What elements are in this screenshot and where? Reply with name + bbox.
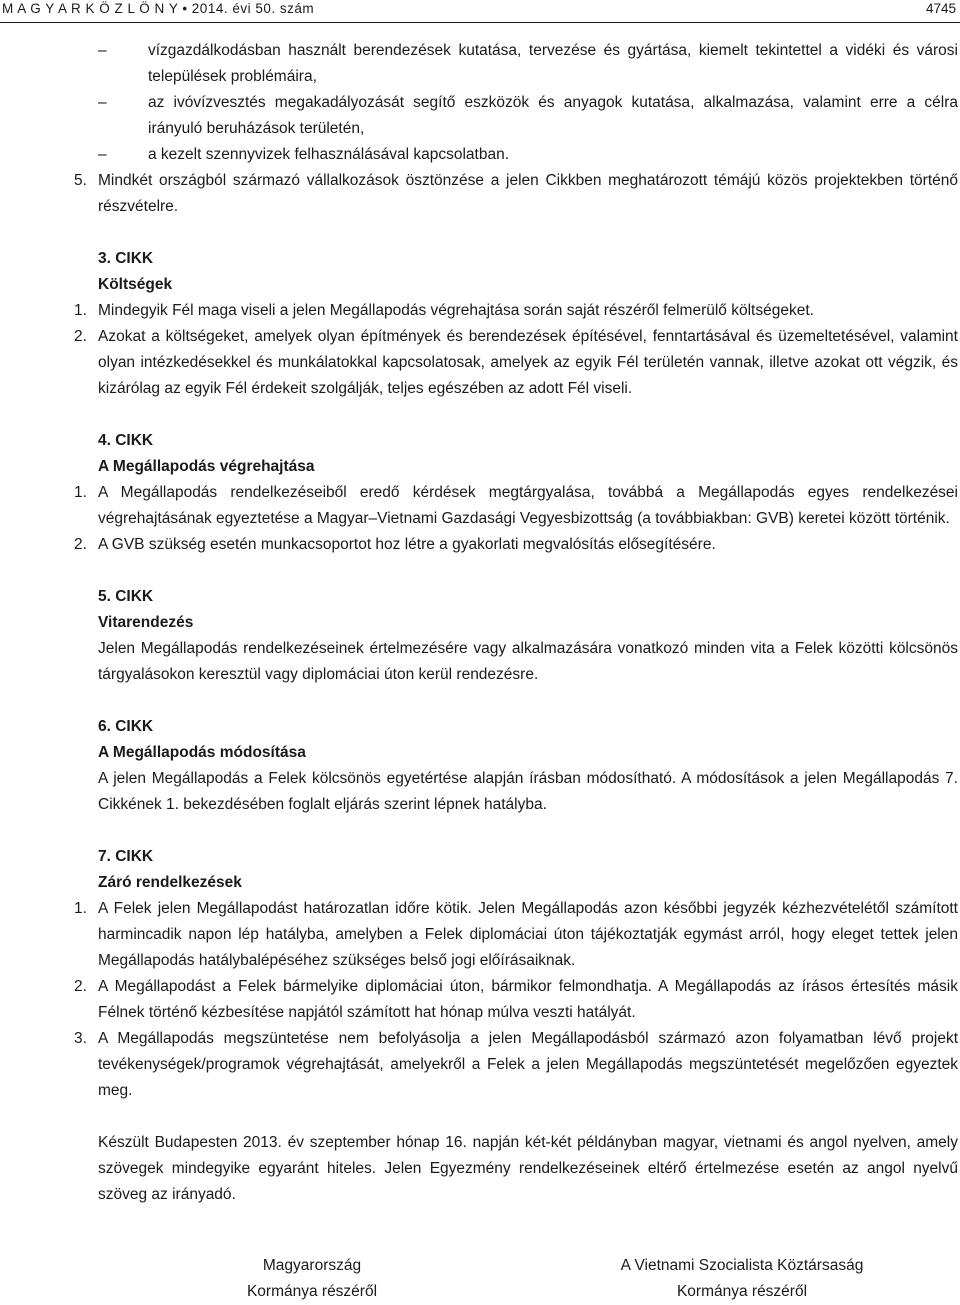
article-title: Záró rendelkezések [98, 874, 242, 891]
paragraph-text: A Megállapodást a Felek bármelyike diplomáciai úton, bármikor felmondhatja. A Megállapodás az írásos értesítés másik Félnek történő kézbesítése napjától számított hat hónap múlva veszti hatályát. [98, 978, 958, 1021]
paragraph-text: A Megállapodás megszüntetése nem befolyásolja a jelen Megállapodásból származó azon folyamatban lévő projekt tevékenységek/programok végrehajtását, amelyekről a Felek a jelen Megállapodás megszüntetését megelőzően egyeztek meg. [98, 1030, 958, 1099]
dash-marker: – [98, 146, 107, 163]
list-item-text: az ivóvízvesztés megakadályozását segítő eszközök és anyagok kutatása, alkalmazása, valamint erre a célra irányuló beruházások területén, [148, 94, 958, 137]
article-number: 6. CIKK [98, 718, 154, 735]
article-body: A jelen Megállapodás a Felek kölcsönös egyetértése alapján írásban módosítható. A módosítások a jelen Megállapodás 7. Cikkének 1. bekezdésében foglalt eljárás szerint lépnek hatályba. [98, 770, 958, 813]
article-title: Vitarendezés [98, 614, 194, 631]
signatory-role: Kormánya részéről [676, 1283, 808, 1300]
dash-marker: – [98, 94, 107, 111]
numbered-paragraph [0, 168, 960, 220]
list-item [0, 38, 960, 90]
closing-statement: Készült Budapesten 2013. év szeptember hónap 16. napján két-két példányban magyar, vietnami és angol nyelven, amely szövegek mindegyike egyaránt hiteles. Jelen Egyezmény rendelkezéseinek eltérő értelmezése esetén az angol nyelvű szöveg az irányadó. [98, 1134, 958, 1203]
signatory-country: A Vietnami Szocialista Köztársaság [620, 1257, 864, 1274]
article-number: 4. CIKK [98, 432, 154, 449]
signatory-role: Kormánya részéről [246, 1283, 378, 1300]
paragraph-number: 1. [74, 484, 87, 501]
paragraph-number: 1. [74, 302, 87, 319]
numbered-paragraph [0, 974, 960, 1026]
paragraph-text: A GVB szükség esetén munkacsoportot hoz létre a gyakorlati megvalósítás elősegítésére. [98, 536, 716, 553]
list-item [0, 90, 960, 142]
numbered-paragraph [0, 298, 960, 324]
article-title: A Megállapodás módosítása [98, 744, 306, 761]
article-number: 7. CIKK [98, 848, 154, 865]
signature-right [592, 1253, 892, 1305]
article-title: Költségek [98, 276, 173, 293]
document-body [0, 38, 960, 1208]
article-number: 3. CIKK [98, 250, 154, 267]
paragraph-number: 3. [74, 1030, 87, 1047]
list-item-text: vízgazdálkodásban használt berendezések kutatása, tervezése és gyártása, kiemelt tekintettel a vidéki és városi települések problémáira, [148, 42, 958, 85]
numbered-paragraph [0, 324, 960, 402]
paragraph-text: A Megállapodás rendelkezéseiből eredő kérdések megtárgyalása, továbbá a Megállapodás egyes rendelkezései végrehajtásának egyeztetése a Magyar–Vietnami Gazdasági Vegyesbizottság (a továbbiakban: GVB) keretei között történik. [98, 484, 958, 527]
paragraph-text: Mindegyik Fél maga viseli a jelen Megállapodás végrehajtása során saját részéről felmerülő költségeket. [98, 302, 814, 319]
list-item-text: a kezelt szennyvizek felhasználásával kapcsolatban. [148, 146, 510, 163]
page-number: 4745 [925, 1, 956, 16]
paragraph-text: Mindkét országból származó vállalkozások ösztönzése a jelen Cikkben meghatározott témájú közös projektekben történő részvételre. [98, 172, 958, 215]
article-number: 5. CIKK [98, 588, 154, 605]
list-item [0, 142, 960, 168]
page-header [0, 0, 960, 23]
paragraph-number: 2. [74, 328, 87, 345]
numbered-paragraph [0, 1026, 960, 1104]
signatory-country: Magyarország [262, 1257, 362, 1274]
article-title: A Megállapodás végrehajtása [98, 458, 315, 475]
article-body: Jelen Megállapodás rendelkezéseinek értelmezésére vagy alkalmazására vonatkozó minden vita a Felek közötti kölcsönös tárgyalásokon keresztül vagy diplomáciai úton kerül rendezésre. [98, 640, 958, 683]
paragraph-text: Azokat a költségeket, amelyek olyan építmények és berendezések építésével, fenntartásával és üzemeltetésével, valamint olyan intézkedésekkel és munkálatokkal kapcsolatosak, amelyek az egyik Fél területén vannak, illetve azokat ott végzik, és kizárólag az egyik Fél érdekeit szolgálják, teljes egészében az adott Fél viseli. [98, 328, 958, 397]
paragraph-number: 5. [74, 172, 87, 189]
journal-title: M A G Y A R K Ö Z L Ö N Y • 2014. évi 50. szám [2, 1, 315, 16]
paragraph-number: 1. [74, 900, 87, 917]
numbered-paragraph [0, 896, 960, 974]
signature-left [212, 1253, 412, 1305]
signature-block [0, 1253, 960, 1303]
dash-marker: – [98, 42, 107, 59]
paragraph-number: 2. [74, 978, 87, 995]
numbered-paragraph [0, 532, 960, 558]
paragraph-text: A Felek jelen Megállapodást határozatlan időre kötik. Jelen Megállapodás azon későbbi jegyzék kézhezvételétől számított harmincadik napon lép hatályba, amelyben a Felek diplomáciai úton tájékoztatják egymást arról, hogy eleget tettek jelen Megállapodás hatálybalépéséhez szükséges belső jogi előírásaiknak. [98, 900, 958, 969]
numbered-paragraph [0, 480, 960, 532]
paragraph-number: 2. [74, 536, 87, 553]
